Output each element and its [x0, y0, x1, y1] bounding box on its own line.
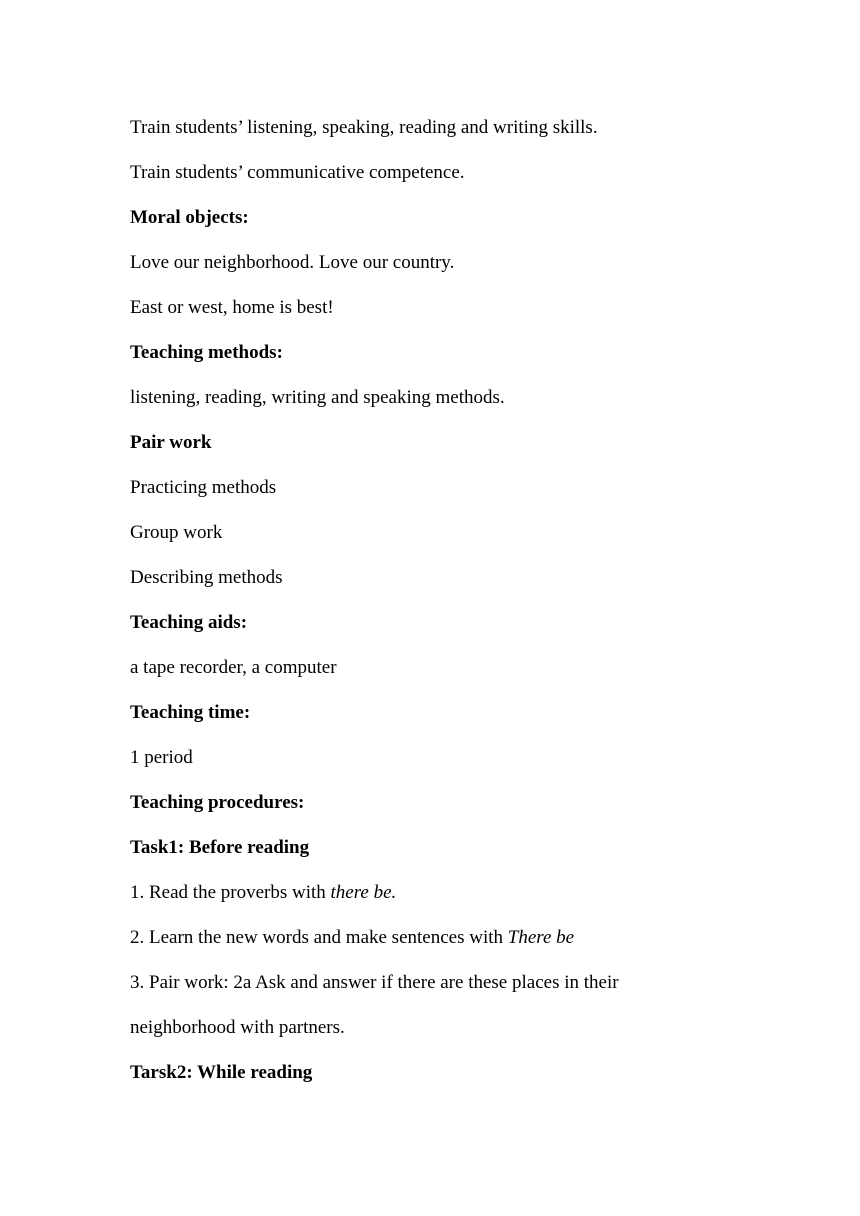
- list-item-2-emphasis: There be: [507, 927, 575, 948]
- paragraph-love: Love our neighborhood. Love our country.: [130, 252, 455, 273]
- list-item-1-text: 1. Read the proverbs with: [130, 882, 331, 903]
- heading-task1: Task1: Before reading: [130, 837, 310, 858]
- paragraph-competence: Train students’ communicative competence.: [130, 162, 465, 183]
- list-item-1: [130, 870, 750, 915]
- paragraph-methods: listening, reading, writing and speaking methods.: [130, 387, 505, 408]
- heading-teaching-methods: Teaching methods:: [130, 342, 283, 363]
- heading-moral-objects: Moral objects:: [130, 207, 249, 228]
- paragraph-period: 1 period: [130, 747, 193, 768]
- list-item-2-text: 2. Learn the new words and make sentences with: [130, 927, 508, 948]
- paragraph-group-work: Group work: [130, 522, 223, 543]
- list-item-2: [130, 915, 750, 960]
- paragraph-proverb: East or west, home is best!: [130, 297, 334, 318]
- paragraph-describing: Describing methods: [130, 567, 283, 588]
- heading-teaching-procedures: Teaching procedures:: [130, 792, 305, 813]
- list-item-3: 3. Pair work: 2a Ask and answer if there are these places in their: [130, 972, 619, 993]
- heading-pair-work: Pair work: [130, 432, 212, 453]
- heading-task2: Tarsk2: While reading: [130, 1062, 313, 1083]
- list-item-1-emphasis: there be.: [330, 882, 397, 903]
- list-item-3-continued: neighborhood with partners.: [130, 1017, 345, 1038]
- heading-teaching-aids: Teaching aids:: [130, 612, 248, 633]
- paragraph-practicing: Practicing methods: [130, 477, 277, 498]
- paragraph-skills: Train students’ listening, speaking, reading and writing skills.: [130, 117, 598, 138]
- heading-teaching-time: Teaching time:: [130, 702, 251, 723]
- paragraph-aids: a tape recorder, a computer: [130, 657, 337, 678]
- document-body: [130, 105, 750, 1095]
